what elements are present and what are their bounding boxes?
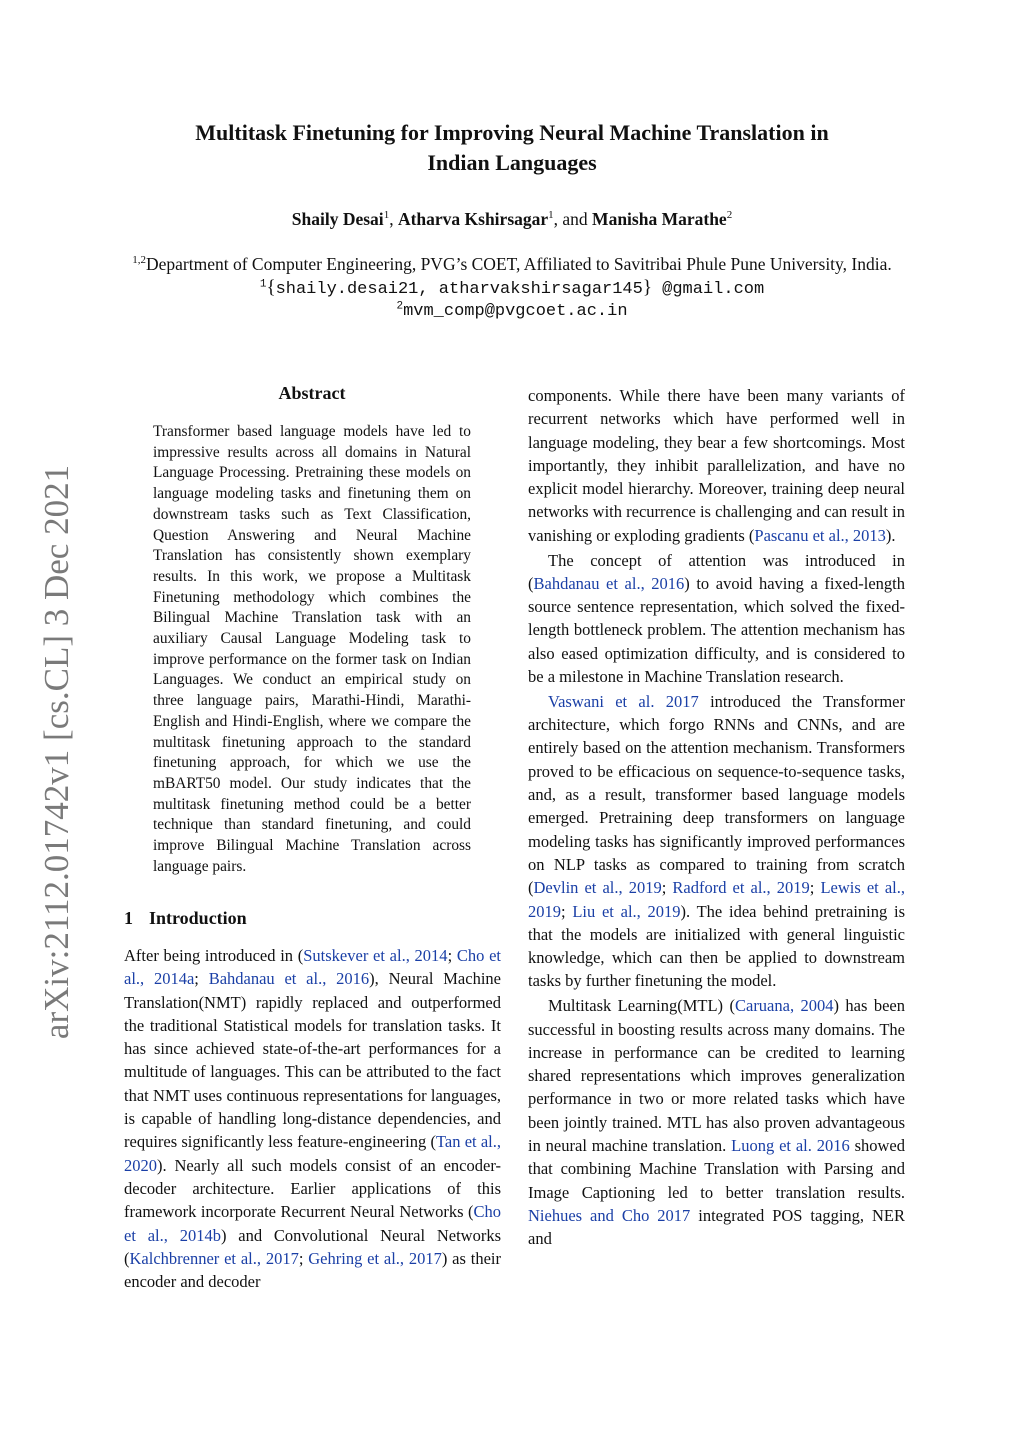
- email-brace-open: {: [266, 277, 276, 298]
- paper-title-line-1: Multitask Finetuning for Improving Neural Machine Translation in: [195, 120, 829, 145]
- right-column-body: [528, 384, 905, 1252]
- section-heading-introduction: [124, 908, 247, 929]
- author-affiliation-mark: 1: [383, 209, 390, 222]
- body-text: ) as their encoder and decoder: [124, 1248, 501, 1292]
- body-text: ) and Convolutional Neural Networks (: [124, 1225, 501, 1268]
- citation-link[interactable]: Luong et al. 2016: [731, 1136, 850, 1155]
- citation-link[interactable]: Tan et al., 2020: [124, 1132, 501, 1175]
- body-text: ;: [194, 969, 209, 989]
- body-text: components. While there have been many variants of recurrent networks which have performed well in language modeling, they bear a few shortcomings. Most importantly, they inhibit parallelization, and have no explicit model hierarchy. Moreover, training deep neural networks with recurrence is challenging and can result in vanishing or exploding gradients (: [528, 386, 905, 545]
- arxiv-stamp: arXiv:2112.01742v1 [cs.CL] 3 Dec 2021: [37, 464, 76, 1040]
- affiliation-mark: 1,2: [132, 254, 146, 267]
- body-text: ) has been successful in boosting results across many domains. The increase in performance can be credited to learning shared representations which improves generalization performance in two or more related tasks which have been jointly trained. MTL has also proven advantageous in neural machine translation.: [528, 996, 906, 1155]
- citation-link[interactable]: Cho et al., 2014b: [124, 1202, 501, 1245]
- citation-link[interactable]: Bahdanau et al., 2016: [208, 969, 370, 989]
- body-text: introduced the Transformer architecture, which forgo RNNs and CNNs, and are entirely based on the attention mechanism. Transformers proved to be efficacious on sequence-to-sequence tasks, and, as a result, transformer based language models emerged. Pretraining deep transformers on language modeling tasks has significantly improved performances on NLP tasks as compared to training from scratch (: [528, 691, 905, 898]
- citation-link[interactable]: Devlin et al., 2019: [533, 878, 662, 898]
- citation-link[interactable]: Kalchbrenner et al., 2017: [129, 1248, 299, 1268]
- citation-link[interactable]: Bahdanau et al., 2016: [533, 573, 685, 593]
- body-text: The concept of attention was introduced in (: [528, 550, 905, 593]
- body-text: ;: [661, 878, 673, 898]
- affiliation: [0, 252, 1024, 276]
- body-text: ). Nearly all such models consist of an encoder-decoder architecture. Earlier applications of this framework incorporate Recurrent Neural Networks (: [124, 1155, 501, 1222]
- body-text: ).: [885, 525, 896, 545]
- body-text: showed that combining Machine Translation with Parsing and Image Captioning led to better translation results.: [528, 1136, 905, 1202]
- author-list: [0, 206, 1024, 232]
- intro-paragraph-5: [528, 994, 905, 1250]
- abstract-text: Transformer based language models have led to impressive results across all domains in Natural Language Processing. Pretraining these models on language modeling tasks and finetuning them on downstream tasks such as Text Classification, Question Answering and Neural Machine Translation has consistently shown exemplary results. In this work, we propose a Multitask Finetuning methodology which combines the Bilingual Machine Translation task with an auxiliary Causal Language Modeling task to improve performance on the former task on Indian Languages. We conduct an empirical study on three language pairs, Marathi-Hindi, Marathi-English and Hindi-English, where we compare the multitask finetuning approach to the standard finetuning approach, for which we use the mBART50 model. Our study indicates that the multitask finetuning method could be a better technique than standard finetuning, and could improve Bilingual Machine Translation across language pairs.: [153, 423, 471, 875]
- affiliation-text: Department of Computer Engineering, PVG’s COET, Affiliated to Savitribai Phule Pune University, India.: [146, 254, 892, 274]
- body-text: ) to avoid having a fixed-length source sentence representation, which solved the fixed-length bottleneck problem. The attention mechanism has also eased optimization difficulty, and is considered to be a milestone in Machine Translation research.: [528, 573, 905, 687]
- paper-title: [0, 118, 1024, 178]
- body-text: Multitask Learning(MTL) (: [548, 996, 735, 1016]
- email-mark: 1: [259, 278, 267, 291]
- author-separator: , and: [553, 209, 593, 229]
- email-brace-close: }: [642, 277, 652, 298]
- citation-link[interactable]: Liu et al., 2019: [572, 901, 681, 921]
- body-text: ;: [561, 901, 573, 921]
- email-address: mvm_comp@pvgcoet.ac.in: [403, 302, 628, 321]
- body-text: ;: [298, 1248, 309, 1268]
- citation-link[interactable]: Vaswani et al. 2017: [548, 691, 699, 711]
- body-text: ). The idea behind pretraining is that the models are initialized with general linguistic knowledge, which can then be applied to downstream tasks by further finetuning the model.: [528, 901, 905, 991]
- intro-paragraph-3: [528, 549, 905, 689]
- email-usernames: shaily.desai21, atharvakshirsagar145: [275, 280, 643, 299]
- intro-paragraph-4: [528, 690, 905, 993]
- abstract-heading: Abstract: [278, 383, 346, 403]
- email-mark: 2: [396, 300, 404, 313]
- citation-link[interactable]: Sutskever et al., 2014: [303, 946, 448, 965]
- intro-paragraph-2: [528, 384, 905, 547]
- author-affiliation-mark: 2: [726, 209, 733, 222]
- section-title: Introduction: [149, 908, 247, 928]
- email-line-1: [0, 276, 1024, 302]
- author-name: Shaily Desai: [291, 209, 384, 229]
- email-domain: @gmail.com: [651, 280, 765, 299]
- citation-link[interactable]: Cho et al., 2014a: [124, 946, 502, 989]
- citation-link[interactable]: Gehring et al., 2017: [308, 1248, 442, 1268]
- section-number: 1: [124, 908, 133, 928]
- body-text: ;: [447, 946, 457, 965]
- email-line-2: [0, 300, 1024, 324]
- author-separator: ,: [389, 209, 398, 229]
- author-name: Atharva Kshirsagar: [397, 209, 549, 229]
- body-text: ), Neural Machine Translation(NMT) rapidly replaced and outperformed the traditional Statistical models for translation tasks. It has since achieved state-of-the-art performances for a multitude of languages. This can be attributed to the fact that NMT uses continuous representations for languages, is capable of handling long-distance dependencies, and requires significantly less feature-engineering (: [124, 969, 501, 1152]
- author-affiliation-mark: 1: [548, 209, 554, 222]
- citation-link[interactable]: Niehues and Cho 2017: [528, 1205, 691, 1225]
- citation-link[interactable]: Radford et al., 2019: [672, 878, 810, 898]
- paper-title-line-2: Indian Languages: [427, 150, 597, 175]
- citation-link[interactable]: Pascanu et al., 2013: [754, 525, 886, 545]
- intro-paragraph-1: [124, 944, 501, 1293]
- left-column-body: [124, 944, 501, 1295]
- body-text: After being introduced in (: [124, 946, 304, 965]
- citation-link[interactable]: Caruana, 2004: [734, 996, 834, 1016]
- body-text: ;: [809, 878, 821, 898]
- citation-link[interactable]: Lewis et al., 2019: [528, 878, 905, 921]
- body-text: integrated POS tagging, NER and: [528, 1205, 905, 1249]
- author-name: Manisha Marathe: [592, 209, 727, 229]
